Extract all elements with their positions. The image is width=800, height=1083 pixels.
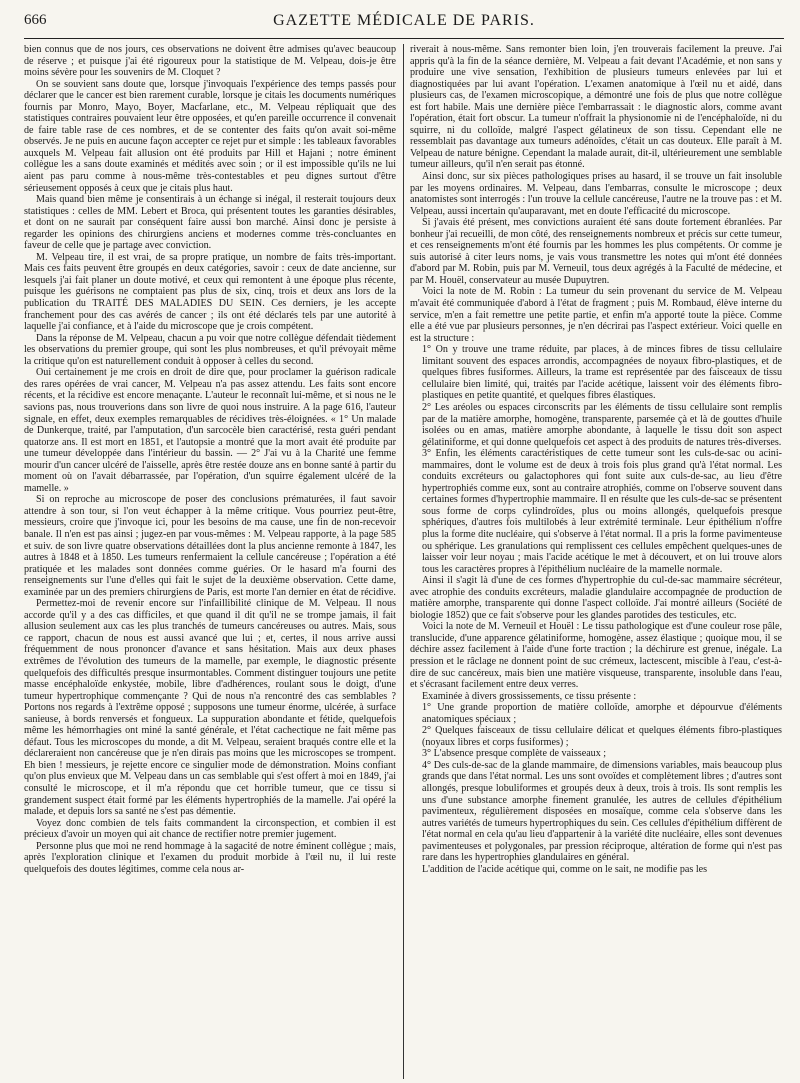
left-column <box>24 44 396 1079</box>
paragraph: Examinée à divers grossissements, ce tissu présente : <box>422 690 637 702</box>
paragraph: riverait à nous-même. Sans remonter bien loin, j'en trouverais facilement la preuve. J'ai appris qu'à la fin de la séance dernière, M. Velpeau a fait devant l'Académie, et non sans y produire une vive sensation, l'exhibition de plusieurs tumeurs enlevées par lui et diagnostiquées par lui avant l'opération. L'examen anatomique à l'œil nu et aidé, dans plusieurs cas, de l'examen microscopique, a démontré une fois de plus que notre collègue est fort habile. Mais une dernière pièce l'embarrassait : le diagnostic alors, comme avant l'opération, était fort obscur. La tumeur n'offrait la physionomie ni de l'encéphaloïde, ni du squirre, ni du colloïde, malgré l'aspect gélatineux de son tissu. Cependant elle ne ressemblait pas davantage aux tumeurs adénoïdes, c'était un cas douteux. Elle paraît à M. Velpeau de nature bénigne. Cependant la malade aurait, dit-il, ultérieurement une semblable tumeur ailleurs, qu'il n'en serait pas étonné. <box>410 44 782 171</box>
list-item: 1° Une grande proportion de matière colloïde, amorphe et dépourvue d'éléments anatomiques spéciaux ; <box>422 702 782 725</box>
list-item: 2° Les aréoles ou espaces circonscrits par les éléments de tissu cellulaire sont remplis par de la matière amorphe, homogène, transparente, parsemée çà et là de gouttes d'huile isolées ou en amas, matière amorphe abondante, à laquelle le tissu doit son aspect gélatiniforme, et qui donne quelquefois cet aspect à des produits de natures très-diverses. <box>422 401 782 448</box>
paragraph: Personne plus que moi ne rend hommage à la sagacité de notre éminent collègue ; mais, après l'exploration clinique et l'examen du produit morbide à l'œil nu, il lui reste quelquefois des doutes légitimes, comme cela nous ar- <box>24 840 396 875</box>
page-header <box>24 10 784 39</box>
paragraph: Voyez donc combien de tels faits commandent la circonspection, et combien il est précieux d'avoir un moyen qui ait chance de rectifier notre premier jugement. <box>24 817 396 841</box>
paragraph: Si on reproche au microscope de poser des conclusions prématurées, il faut savoir attendre à son tour, si l'on veut échapper à la même critique. Vous pourriez peut-être, messieurs, croire que j'invoque ici, pour les besoins de ma cause, une fin de non-recevoir banale. Il n'en est pas ainsi ; jugez-en par vous-mêmes : M. Velpeau rapporte, à la page 585 et suiv. de son livre quatre observations détaillées dont la plus ancienne remonte à 1847, les autres à 1848 et à 1850. Les tumeurs renfermaient la cellule cancéreuse ; l'opération a été pratiquée et les malades sont données comme guéries. Or le hasard m'a fourni des renseignements sur l'une d'elles qui fait le sujet de la deuxième observation. Cette dame, examinée par un des premiers chirurgiens de Paris, est morte l'an dernier en état de récidive. <box>24 494 396 598</box>
paragraph: M. Velpeau tire, il est vrai, de sa propre pratique, un nombre de faits très-important. Mais ces faits peuvent être groupés en deux catégories, savoir : ceux de date ancienne, sur lesquels j'ai fait planer un doute motivé, et ceux qui remontent à une époque plus récente, puisque les guérisons ne comptaient pas plus de six, cinq, trois et deux ans lors de la publication du TRAITÉ DES MALADIES DU SEIN. Ces derniers, je les accepte franchement pour des cas avérés de cancer ; ils ont été déclarés tels par une autorité à laquelle j'ai confiance, et à l'aide du microscope que je crois compétent. <box>24 251 396 333</box>
paragraph: Si j'avais été présent, mes convictions auraient été sans doute fortement ébranlées. Par bonheur j'ai recueilli, de mon côté, des renseignements nombreux et précis sur cette tumeur, et ces renseignements m'ont été fournis par les hommes les plus compétents. Or comme je suis autorisé à citer leurs noms, je vais vous transmettre les notes qui m'ont été données d'abord par M. Robin, puis par M. Verneuil, tous deux agrégés à la Faculté de médecine, et par M. Houël, conservateur au musée Dupuytren. <box>410 217 782 286</box>
paragraph: L'addition de l'acide acétique qui, comme on le sait, ne modifie pas les <box>422 863 708 875</box>
column-divider <box>403 44 404 1079</box>
list-item: 4° Des culs-de-sac de la glande mammaire, de dimensions variables, mais beaucoup plus grands que dans l'état normal. Les uns sont ovoïdes et complètement libres ; d'autres sont allongés, presque lobuliformes et groupés deux à deux, trois à trois. Ils sont remplis les uns d'une substance amorphe finement granulée, les autres de cellules d'épithélium pavimenteux, régulièrement disposées en mosaïque, comme cela s'observe dans les autres variétés de tumeurs hypertrophiques du sein. Ces cellules d'épithélium diffèrent de l'état normal en cela qu'au lieu d'appartenir à la variété dite nucléaire, elles sont devenues pavimenteuses et polygonales, par pression réciproque, altération de forme qui n'est pas rare dans les hypertrophies glandulaires en général. <box>422 759 782 864</box>
list-item: 2° Quelques faisceaux de tissu cellulaire délicat et quelques éléments fibro-plastiques (noyaux libres et corps fusiformes) ; <box>422 725 782 748</box>
paragraph: Ainsi il s'agit là d'une de ces formes d'hypertrophie du cul-de-sac mammaire sécréteur, avec atrophie des conduits excréteurs, maladie glandulaire accompagnée de production de matière amorphe, transparente qui donne l'aspect colloïde. J'ai montré ailleurs (Société de biologie 1852) que ce fait s'observe pour les glandes parotides des testicules, etc. <box>410 575 782 621</box>
paragraph: Mais quand bien même je consentirais à un échange si inégal, il resterait toujours deux statistiques : celles de MM. Lebert et Broca, qui présentent toutes les garanties désirables, et dont on ne saurait par conséquent faire aussi bon marché. Ainsi donc je persiste à regarder les opinions des chirurgiens anciens et modernes comme très-concluantes en faveur de celle que je partage avec conviction. <box>24 194 396 252</box>
page-number: 666 <box>24 12 47 28</box>
paragraph: bien connus que de nos jours, ces observations ne doivent être admises qu'avec beaucoup de réserve ; et puisque j'ai été rigoureux pour la statistique de M. Velpeau, dois-je être moins sévère pour les souvenirs de M. Cloquet ? <box>24 44 396 79</box>
paragraph: Voici la note de M. Verneuil et Houël : Le tissu pathologique est d'une couleur rose pâle, translucide, d'une apparence gélatiniforme, homogène, assez élastique ; quoique mou, il se déchire assez facilement à l'aide d'une forte traction ; la déchirure est grenue, inégale. La pression et le râclage ne donnent point de suc crémeux, lactescent, miscible à l'eau, c'est-à-dire de suc cancéreux, mais bien une matière visqueuse, transparente, insoluble dans l'eau, et s'écrasant facilement entre deux verres. <box>410 621 782 691</box>
list-item: 3° Enfin, les éléments caractéristiques de cette tumeur sont les culs-de-sac ou acini-mammaires, dont le volume est de deux à trois fois plus grand qu'à l'état normal. Les conduits excréteurs ou galactophores qui font suite aux culs-de-sac, au lieu d'être hypertrophiés comme eux, sont au contraire atrophiés, comme on l'observe souvent dans certaines formes d'hypertrophie mammaire. Il en résulte que les culs-de-sac se présentent sous forme de corps cylindroïdes, plus ou moins allongés, quelquefois presque sphériques, d'autres fois multilobés à leur extrémité terminale. Leur épithélium n'offre plus la forme dite nucléaire, qui s'observe à l'état normal. Il a pris la forme pavimenteuse ou sphérique. Les granulations qui remplissent ces cellules empêchent quelques-unes de laisser voir leur noyau ; mais l'acide acétique le met à découvert, et on lui trouve alors tous les caractères propres à l'épithélium nucléaire de la mamelle normale. <box>422 448 782 575</box>
right-column <box>410 44 782 1079</box>
text-columns <box>24 44 784 1079</box>
paragraph: Ainsi donc, sur six pièces pathologiques prises au hasard, il se trouve un fait insoluble par les moyens ordinaires. M. Velpeau, dans l'embarras, consulte le microscope ; deux anatomistes sont interrogés : l'un trouve la cellule cancéreuse, l'autre ne la trouve pas : et M. Velpeau, aussi incertain qu'auparavant, met en doute l'efficacité du microscope. <box>410 171 782 217</box>
paragraph: Voici la note de M. Robin : La tumeur du sein provenant du service de M. Velpeau m'avait été communiquée d'abord à l'état de fragment ; puis M. Rombaud, élève interne du service, m'en a fait remettre une petite partie, et enfin m'a apporté toute la pièce. Comme elle a été vue par plusieurs personnes, je n'en décrirai pas l'aspect extérieur. Voici quelle en est la structure : <box>410 286 782 344</box>
paragraph: Oui certainement je me crois en droit de dire que, pour proclamer la guérison radicale des rares opérées de vrai cancer, M. Velpeau n'a pas assez attendu. Les faits sont encore récents, et la récidive est encore menaçante. L'auteur le reconnaît lui-même, et si nous ne le savions pas, nous trouverions dans son livre de quoi nous instruire. A la page 616, l'auteur signale, en effet, deux exemples remarquables de récidives très-éloignées. « 1° Un malade de Dunkerque, traité, par l'amputation, d'un sarcocèle bien caractérisé, resta guéri pendant quatorze ans. Il est mort en 1851, et l'autopsie a montré que la mort avait été produite par une tumeur développée dans l'intérieur du bassin. — 2° J'ai vu à la Charité une femme mourir d'un cancer ulcéré de l'aisselle, après être restée douze ans en bonne santé à partir du moment où on l'avait débarrassée, par l'opération, d'un squirre également ulcéré de la mamelle. » <box>24 367 396 494</box>
paragraph: Permettez-moi de revenir encore sur l'infaillibilité clinique de M. Velpeau. Il nous accorde qu'il y a des cas difficiles, et que quand il dit qu'il ne se trompe jamais, il fait allusion seulement aux cas les plus tranchés de tumeurs cancéreuses ou autres. Mais, sous ce rapport, chacun de nous est aussi avancé que lui ; et, certes, il nous arrive aussi fréquemment de nous prononcer d'avance et sans hésitation. Mais aux deux phases extrêmes de l'évolution des tumeurs de la mamelle, par exemple, le diagnostic présente quelquefois des difficultés presque insurmontables. Comment distinguer toujours une petite masse encéphaloïde enkystée, mobile, libre d'adhérences, roulant sous le doigt, d'une tumeur hypertrophique commençante ? Qui de nous n'a rencontré des cas semblables ? Portons nos regards à l'extrême opposé ; supposons une tumeur énorme, ulcérée, à surface sanieuse, à bords renversés et fongueux. La suppuration abondante et fétide, quelquefois même les hémorrhagies ont miné la santé générale, et l'état cachectique ne fait même pas défaut. Tous les microscopes du monde, a dit M. Velpeau, seraient braqués contre elle et la déclareraient non cancéreuse que je n'en dirais pas moins que les microscopes se trompent. Eh bien ! messieurs, je rejette encore ce singulier mode de démonstration. Moins confiant qu'on plus envieux que M. Velpeau dans un cas semblable qui s'est offert à moi en 1849, j'ai consulté le microscope, et il m'a répondu que cet horrible tumeur, que ce tissu si grandement suspect était formé par les éléments hypertrophiés de la mamelle. J'ai opéré la malade, et depuis lors sa santé ne s'est pas démentie. <box>24 598 396 818</box>
list-item: 1° On y trouve une trame réduite, par places, à de minces fibres de tissu cellulaire limitant souvent des espaces arrondis, accompagnées de noyaux fibro-plastiques, et de quelques fibres fusiformes. Ailleurs, la trame est représentée par des faisceaux de tissu cellulaire bien limité, qui, traités par l'acide acétique, laissent voir des éléments fibro-plastiques en petite quantité, et quelques fibres élastiques. <box>422 344 782 402</box>
list-item: 3° L'absence presque complète de vaisseaux ; <box>422 748 607 760</box>
paragraph: On se souvient sans doute que, lorsque j'invoquais l'expérience des temps passés pour déclarer que le cancer est bien rarement curable, lorsque je citais les documents numériques fournis par Monro, Mayo, Boyer, Macfarlane, etc., M. Velpeau répliquait que des statistiques contraires pouvaient leur être opposées, et qu'en pareille occurrence il convenait de faire table rase de ces nombres, et de se contenter des faits qu'on avait soi-même observés. Je ne puis en aucune façon accepter ce rejet pur et simple : les tableaux favorables auxquels M. Velpeau fait allusion ont été produits par Hill et Hajani ; notre éminent collègue les a sans doute examinés et médités avec soin ; or il est impossible qu'ils ne lui aient pas paru comme à nous-même très-contestables et peu dignes surtout d'être sérieusement opposés à ceux que je citais plus haut. <box>24 78 396 194</box>
journal-title: GAZETTE MÉDICALE DE PARIS. <box>273 12 535 29</box>
paragraph: Dans la réponse de M. Velpeau, chacun a pu voir que notre collègue défendait tièdement les observations du premier groupe, qui sont les plus nombreuses, et qu'il prévoyait même la critique qu'on est naturellement conduit à opposer à celles du second. <box>24 332 396 367</box>
